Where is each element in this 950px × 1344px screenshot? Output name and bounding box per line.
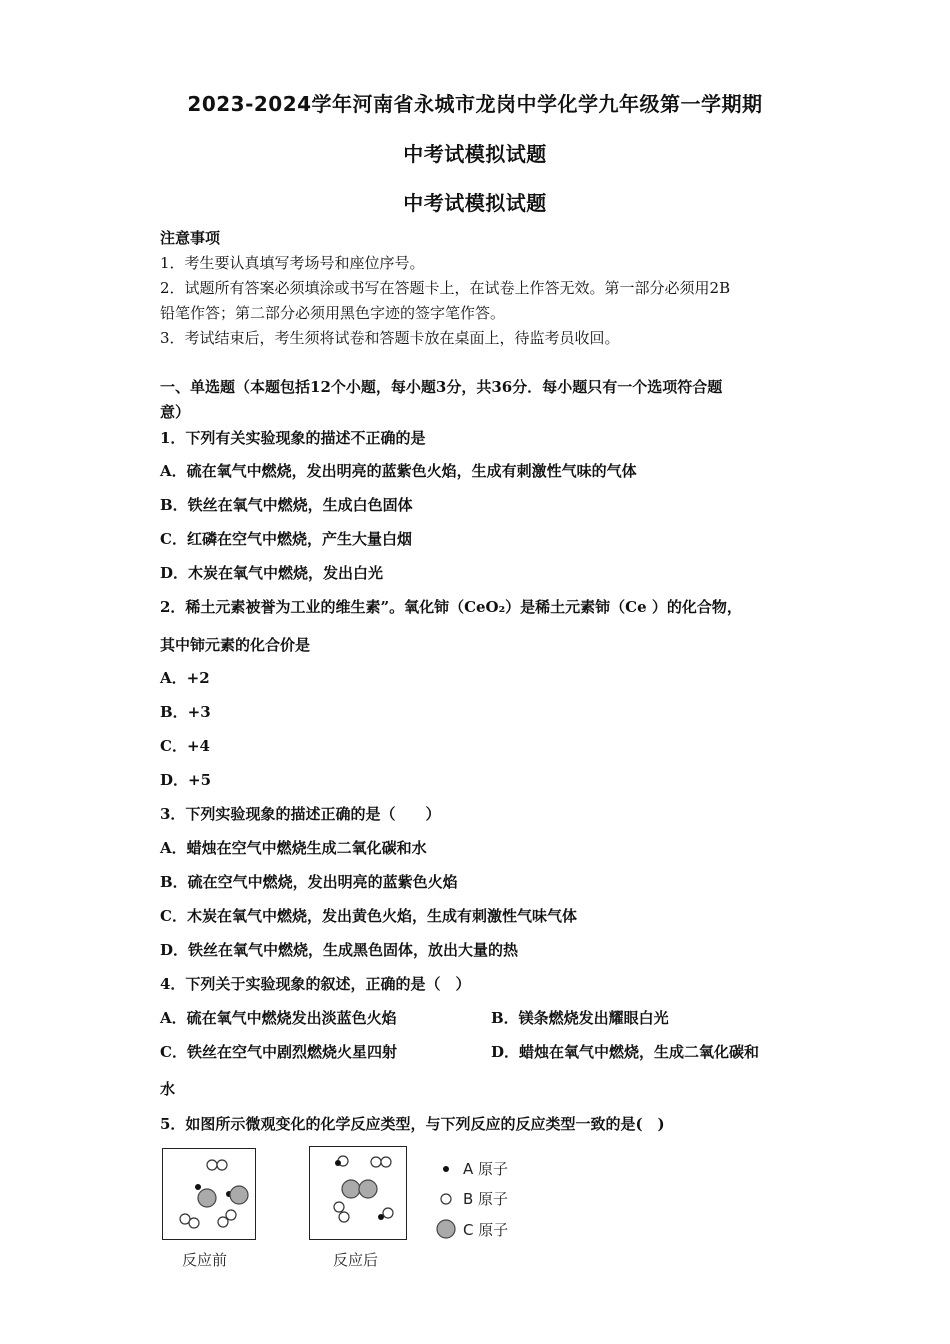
legend-a [435, 1158, 508, 1179]
notice-item-2-cont: 铅笔作答；第二部分必须用黑色字迹的签字笔作答。 [160, 304, 506, 322]
section-heading-cont: 意） [160, 403, 191, 421]
legend-a-label: A 原子 [463, 1160, 509, 1178]
q5-stem: 5．如图所示微观变化的化学反应类型，与下列反应的反应类型一致的是( ) [160, 1115, 665, 1133]
b-atom-icon [435, 1189, 457, 1209]
a-atom-icon [435, 1159, 457, 1179]
q4-option-b: B．镁条燃烧发出耀眼白光 [491, 1009, 669, 1027]
q4-option-c: C．铁丝在空气中剧烈燃烧火星四射 [160, 1043, 397, 1061]
notice-heading: 注意事项 [160, 229, 221, 247]
q3-option-b: B．硫在空气中燃烧，发出明亮的蓝紫色火焰 [160, 873, 458, 891]
q1-option-c: C．红磷在空气中燃烧，产生大量白烟 [160, 530, 412, 548]
reaction-before-particles [163, 1149, 255, 1239]
legend-c [435, 1218, 508, 1240]
q1-option-d: D．木炭在氧气中燃烧，发出白光 [160, 564, 384, 582]
q1-option-b: B．铁丝在氧气中燃烧，生成白色固体 [160, 496, 413, 514]
legend-b [435, 1188, 508, 1209]
q3-stem: 3．下列实验现象的描述正确的是（ ） [160, 805, 441, 823]
notice-item-3: 3．考试结束后，考生须将试卷和答题卡放在桌面上，待监考员收回。 [160, 329, 620, 347]
q4-option-d: D．蜡烛在氧气中燃烧，生成二氧化碳和 [491, 1043, 760, 1061]
q1-option-a: A．硫在氧气中燃烧，发出明亮的蓝紫色火焰，生成有刺激性气味的气体 [160, 462, 637, 480]
notice-item-2: 2．试题所有答案必须填涂或书写在答题卡上，在试卷上作答无效。第一部分必须用2B [160, 279, 731, 297]
c-atom-icon [435, 1218, 457, 1240]
q2-option-b: B．+3 [160, 703, 211, 721]
section-heading: 一、单选题（本题包括12个小题，每小题3分，共36分．每小题只有一个选项符合题 [160, 378, 723, 396]
title-line-1: 2023-2024学年河南省永城市龙岗中学化学九年级第一学期期 [187, 92, 763, 116]
legend-b-label: B 原子 [463, 1190, 509, 1208]
caption-before: 反应前 [182, 1251, 228, 1269]
reaction-before-box [162, 1148, 256, 1240]
q4-option-a: A．硫在氧气中燃烧发出淡蓝色火焰 [160, 1009, 397, 1027]
q3-option-d: D．铁丝在氧气中燃烧，生成黑色固体，放出大量的热 [160, 941, 519, 959]
caption-after: 反应后 [333, 1251, 379, 1269]
q1-stem: 1．下列有关实验现象的描述不正确的是 [160, 429, 426, 447]
reaction-after-box [309, 1146, 407, 1240]
q2-option-c: C．+4 [160, 737, 210, 755]
q2-stem: 2．稀土元素被誉为工业的维生素”。氧化铈（CeO₂）是稀土元素铈（Ce ）的化合物， [160, 598, 742, 616]
q2-option-d: D．+5 [160, 771, 212, 789]
title-line-3: 中考试模拟试题 [403, 191, 547, 215]
q3-option-a: A．蜡烛在空气中燃烧生成二氧化碳和水 [160, 839, 427, 857]
title-line-2: 中考试模拟试题 [403, 142, 547, 166]
notice-item-1: 1．考生要认真填写考场号和座位序号。 [160, 254, 425, 272]
legend-c-label: C 原子 [463, 1220, 509, 1239]
reaction-after-particles [310, 1147, 406, 1239]
q2-stem-cont: 其中铈元素的化合价是 [160, 636, 311, 654]
q4-option-d-cont: 水 [160, 1080, 176, 1098]
q2-option-a: A．+2 [160, 669, 210, 687]
q3-option-c: C．木炭在氧气中燃烧，发出黄色火焰，生成有刺激性气味气体 [160, 907, 577, 925]
q4-stem: 4．下列关于实验现象的叙述，正确的是（ ） [160, 975, 471, 993]
